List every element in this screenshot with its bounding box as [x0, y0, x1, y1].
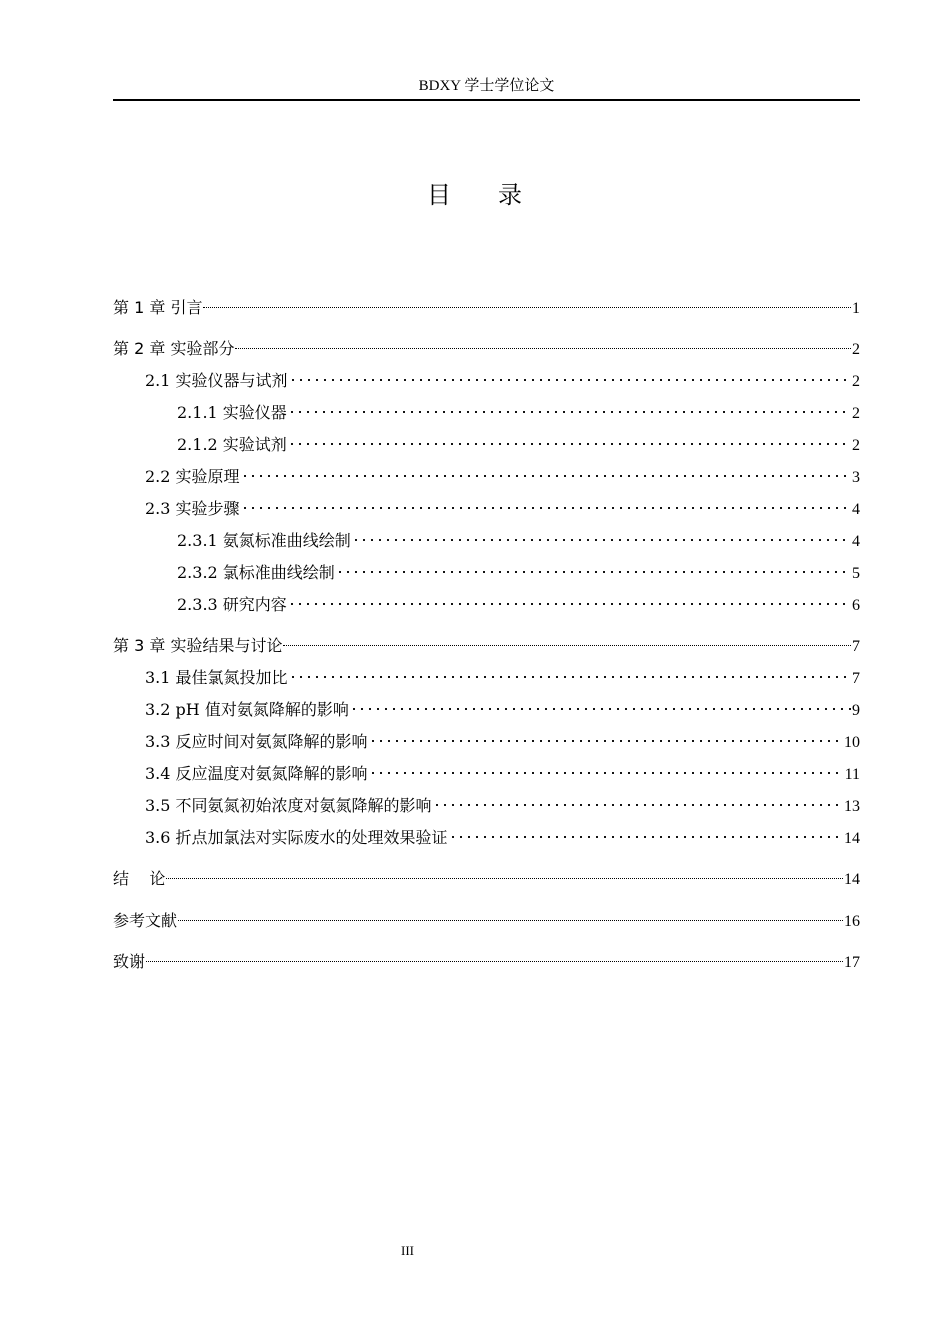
toc-entry[interactable]	[113, 904, 860, 933]
toc-entry[interactable]	[113, 332, 860, 361]
toc-entry-label: 第 3 章 实验结果与讨论	[113, 636, 283, 655]
toc-entry[interactable]	[177, 524, 860, 553]
toc-leader	[288, 396, 851, 418]
toc-entry-page: 11	[844, 766, 860, 783]
toc-entry[interactable]	[145, 693, 860, 722]
toc-entry-page: 17	[844, 954, 860, 971]
toc-entry[interactable]	[145, 661, 860, 690]
toc-entry[interactable]	[113, 629, 860, 658]
toc-entry[interactable]	[177, 556, 860, 585]
toc-entry[interactable]	[145, 757, 860, 786]
toc-entry-label: 致谢	[113, 952, 146, 971]
toc-leader	[241, 492, 851, 514]
toc-leader	[449, 821, 843, 843]
toc-entry-page: 4	[852, 533, 860, 550]
toc-entry[interactable]	[145, 364, 860, 393]
toc-entry-label: 结 论	[113, 869, 166, 888]
toc-leader	[178, 904, 843, 926]
toc-entry-label: 2.3.2 氯标准曲线绘制	[177, 563, 335, 582]
toc-entry-label: 2.3.3 研究内容	[177, 595, 287, 614]
toc-entry-page: 6	[852, 597, 860, 614]
toc-entry-page: 10	[844, 734, 860, 751]
toc-entry-page: 2	[852, 405, 860, 422]
toc-entry-page: 2	[852, 341, 860, 358]
toc-entry-label: 2.1.2 实验试剂	[177, 435, 287, 454]
toc-entry-page: 5	[852, 565, 860, 582]
toc-entry-page: 13	[844, 798, 860, 815]
toc-title-char-1: 目	[427, 181, 452, 209]
toc-entry-label: 第 2 章 实验部分	[113, 339, 235, 358]
toc-leader	[203, 291, 851, 313]
toc-entry-page: 2	[852, 437, 860, 454]
toc-leader	[235, 332, 851, 354]
toc-leader	[289, 661, 851, 683]
toc-entry-label: 3.3 反应时间对氨氮降解的影响	[145, 732, 368, 751]
toc-leader	[288, 428, 851, 450]
toc-entry-page: 4	[852, 501, 860, 518]
toc-leader	[289, 364, 851, 386]
toc-leader	[241, 460, 851, 482]
toc-entry-label: 3.5 不同氨氮初始浓度对氨氮降解的影响	[145, 796, 432, 815]
toc-entry-label: 3.4 反应温度对氨氮降解的影响	[145, 764, 368, 783]
toc-leader	[146, 945, 843, 967]
toc-entry-page: 9	[852, 702, 860, 719]
toc-leader	[350, 693, 851, 715]
toc-entry-page: 16	[844, 913, 860, 930]
toc-entry[interactable]	[145, 789, 860, 818]
toc-entry[interactable]	[113, 862, 860, 891]
toc-entry-page: 14	[844, 871, 860, 888]
toc-entry[interactable]	[145, 821, 860, 850]
toc-leader	[352, 524, 851, 546]
toc-entry[interactable]	[177, 396, 860, 425]
page-number: III	[401, 1243, 414, 1258]
toc-entry-label: 2.1 实验仪器与试剂	[145, 371, 288, 390]
toc-entry-label: 第 1 章 引言	[113, 298, 203, 317]
toc-entry-page: 3	[852, 469, 860, 486]
toc-entry-label: 参考文献	[113, 911, 178, 930]
running-header: BDXY 学士学位论文	[418, 78, 555, 94]
toc-entry[interactable]	[177, 588, 860, 617]
toc-entry[interactable]	[113, 291, 860, 320]
toc-entry-page: 1	[852, 300, 860, 317]
toc-entry-page: 14	[844, 830, 860, 847]
toc-entry[interactable]	[145, 725, 860, 754]
toc-entry-label: 2.3 实验步骤	[145, 499, 240, 518]
toc-entry-page: 7	[852, 638, 860, 655]
toc-leader	[369, 725, 843, 747]
toc-entry-page: 7	[852, 670, 860, 687]
toc-entry[interactable]	[145, 492, 860, 521]
toc-entry-page: 2	[852, 373, 860, 390]
toc-entry[interactable]	[113, 945, 860, 974]
toc-entry-label: 2.1.1 实验仪器	[177, 403, 287, 422]
toc-entry-label: 3.2 pH 值对氨氮降解的影响	[145, 700, 349, 719]
toc-leader	[369, 757, 844, 779]
toc-entry-label: 3.1 最佳氯氮投加比	[145, 668, 288, 687]
toc-entry-label: 2.2 实验原理	[145, 467, 240, 486]
toc-entry-label: 2.3.1 氨氮标准曲线绘制	[177, 531, 351, 550]
toc-entry[interactable]	[177, 428, 860, 457]
toc-leader	[288, 588, 851, 610]
toc-entry-label: 3.6 折点加氯法对实际废水的处理效果验证	[145, 828, 448, 847]
toc-leader	[166, 862, 843, 884]
toc-leader	[433, 789, 843, 811]
toc-leader	[283, 629, 851, 651]
toc-entry[interactable]	[145, 460, 860, 489]
toc-leader	[336, 556, 851, 578]
toc-title-char-2: 录	[498, 181, 523, 209]
